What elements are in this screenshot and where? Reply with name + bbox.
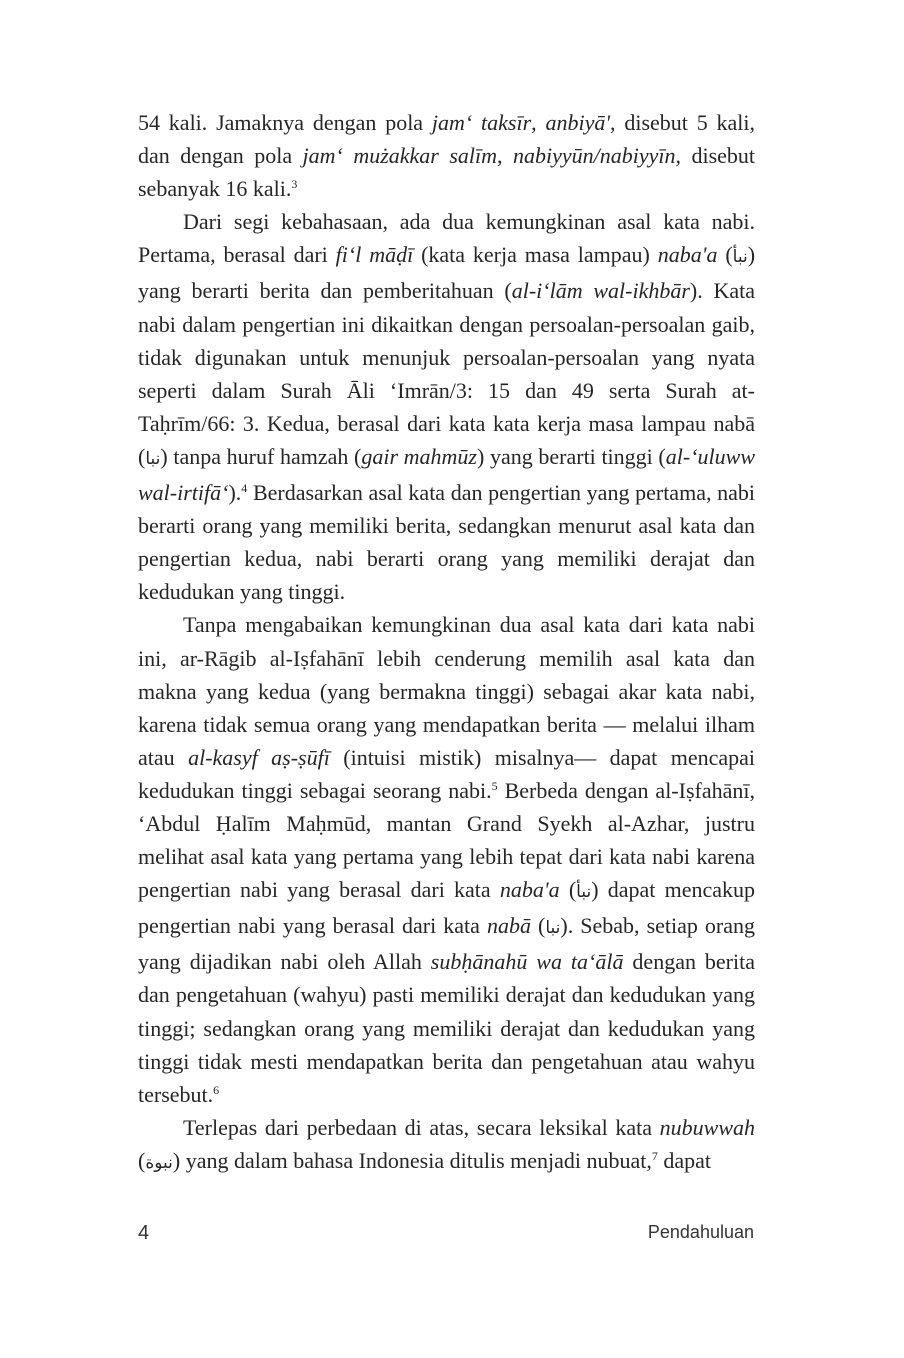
text-run: dengan berita dan pengetahuan (wahyu) pasti memiliki derajat dan kedudukan yang tinggi; sedangkan orang yang memiliki derajat dan kedudukan yang tinggi tidak mesti mendapatkan berita dan pengetahuan atau wahyu tersebut. — [138, 949, 755, 1107]
body-text — [138, 106, 755, 1180]
italic-term: anbiyā' — [545, 110, 611, 135]
text-run: , — [531, 110, 546, 135]
paragraph — [138, 205, 755, 608]
footnote-ref: 6 — [213, 1082, 220, 1097]
text-run: ) yang berarti berita dan pemberitahuan ( — [138, 242, 756, 304]
italic-term: al-kasyf aṣ-ṣūfī — [188, 744, 330, 770]
italic-term: nubuwwah — [659, 1114, 755, 1140]
arabic-term: نبوة — [145, 1152, 173, 1173]
text-run: (intuisi mistik) misalnya— dapat mencapai kedudukan tinggi sebagai seorang nabi. — [138, 744, 755, 803]
italic-term: nabā — [486, 913, 531, 939]
italic-term: naba'a — [657, 242, 718, 268]
text-run: ( — [138, 1147, 146, 1173]
text-run: Dari segi kebahasaan, ada dua kemungkinan asal kata nabi. Pertama, berasal dari — [138, 209, 755, 268]
footnote-ref: 7 — [651, 1148, 658, 1163]
arabic-term: نبأ — [576, 882, 592, 903]
text-run: ( — [530, 913, 546, 939]
text-run: ) yang dalam bahasa Indonesia ditulis menjadi nubuat, — [172, 1147, 652, 1173]
text-run: Terlepas dari perbedaan di atas, secara leksikal kata — [183, 1114, 660, 1140]
italic-term: al-‘uluww wal-irtifā‘ — [138, 443, 755, 506]
italic-term: al-i‘lām wal-ikhbār — [511, 278, 690, 304]
footnote-ref: 5 — [491, 778, 498, 793]
text-run: (kata kerja masa lampau) — [413, 242, 658, 268]
text-run: ). Kata nabi dalam pengertian ini dikaitkan dengan persoalan-persoalan gaib, tidak digunakan untuk menunjuk persoalan-persoalan yang nyata seperti dalam Surah Āli ‘Imrān/3: 15 dan 49 serta Surah at-Taḥrīm/66: 3. Kedua, berasal dari kata kata kerja masa lampau nabā ( — [138, 278, 755, 469]
text-run: ). Sebab, setiap orang yang dijadikan nabi oleh Allah — [138, 913, 756, 975]
text-run: Tanpa mengabaikan kemungkinan dua asal kata dari kata nabi ini, ar-Rāgib al-Iṣfahānī lebih cenderung memilih asal kata dan makna yang kedua (yang bermakna tinggi) sebagai akar kata nabi, karena tidak semua orang yang mendapatkan berita — melalui ilham atau — [138, 612, 755, 770]
running-footer-title: Pendahuluan — [647, 1222, 754, 1242]
italic-term: fi‘l māḍī — [335, 242, 414, 268]
text-run: ) dapat mencakup pengertian nabi yang berasal dari kata — [138, 877, 756, 939]
text-run: ( — [717, 242, 733, 268]
footnote-ref: 3 — [291, 177, 298, 192]
footnote-ref: 4 — [241, 481, 248, 496]
italic-term: naba'a — [499, 877, 560, 903]
text-run: ) tanpa huruf hamzah ( — [160, 443, 362, 469]
page-number: 4 — [138, 1222, 150, 1244]
arabic-term: نبا — [145, 448, 161, 469]
text-run: Berbeda dengan al-Iṣfahānī, ‘Abdul Ḥalīm Maḥmūd, mantan Grand Syekh al-Azhar, justru melihat asal kata yang pertama yang lebih tepat dari kata nabi karena pengertian nabi yang berasal dari kata — [138, 777, 755, 903]
text-run: , disebut 5 kali, dan dengan pola — [138, 110, 755, 169]
arabic-term: نبا — [545, 918, 561, 939]
text-run: ). — [228, 480, 242, 506]
paragraph — [138, 608, 755, 1110]
text-run: ( — [559, 877, 577, 903]
italic-term: subḥānahū wa ta‘ālā — [430, 949, 624, 975]
text-run: ) yang berarti tinggi ( — [477, 443, 666, 469]
text-run: dapat — [657, 1147, 712, 1173]
text-run: , disebut sebanyak 16 kali. — [138, 143, 756, 202]
text-run: Berdasarkan asal kata dan pengertian yang pertama, nabi berarti orang yang memiliki berita, sedangkan menurut asal kata dan pengertian kedua, nabi berarti orang yang memiliki derajat dan kedudukan yang tinggi. — [138, 480, 755, 605]
italic-term: jam‘ mużakkar salīm — [302, 143, 498, 169]
arabic-term: نبأ — [732, 247, 748, 268]
text-run: 54 kali. Jamaknya dengan pola — [138, 110, 432, 135]
paragraph — [138, 1111, 755, 1180]
paragraph — [138, 106, 755, 205]
italic-term: gair mahmūz — [361, 443, 477, 469]
italic-term: jam‘ taksīr — [431, 110, 532, 135]
italic-term: nabiyyūn/nabiyyīn — [512, 143, 676, 169]
text-run: , — [497, 143, 513, 169]
